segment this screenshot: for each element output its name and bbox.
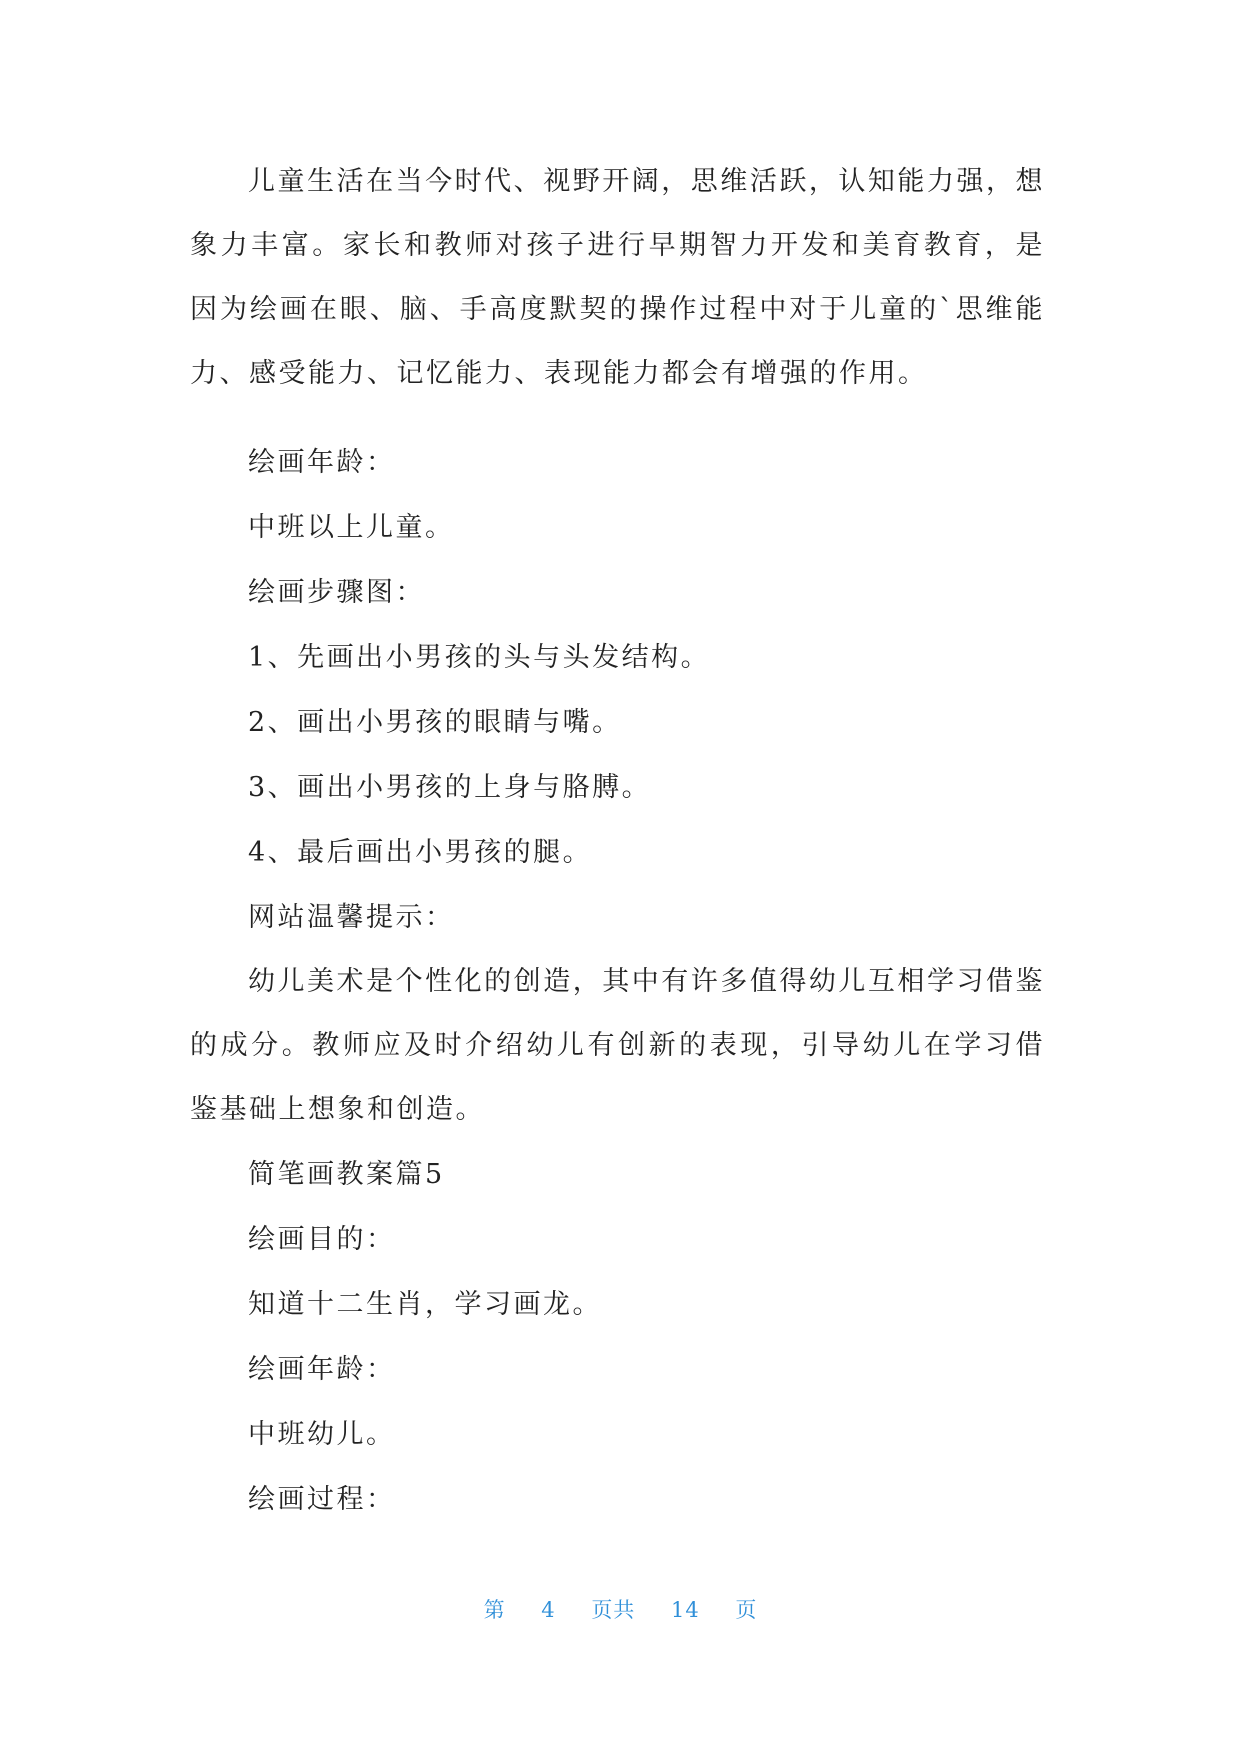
paragraph-age-heading-2: 绘画年龄： [248, 1354, 396, 1385]
document-body [190, 150, 1045, 1532]
paragraph-age-value-2: 中班幼儿。 [248, 1419, 396, 1450]
paragraph-step-3: 3、画出小男孩的上身与胳膊。 [248, 772, 652, 803]
paragraph-tip-body: 幼儿美术是个性化的创造，其中有许多值得幼儿互相学习借鉴的成分。教师应及时介绍幼儿有创新的表现，引导幼儿在学习借鉴基础上想象和创造。 [190, 966, 1045, 1125]
paragraph-age-value: 中班以上儿童。 [248, 512, 455, 543]
paragraph-age-heading: 绘画年龄： [248, 447, 396, 478]
paragraph-step-1: 1、先画出小男孩的头与头发结构。 [248, 642, 711, 673]
paragraph-step-4: 4、最后画出小男孩的腿。 [248, 837, 593, 868]
footer-suffix: 页 [735, 1598, 758, 1622]
paragraph-steps-heading: 绘画步骤图： [248, 577, 425, 608]
paragraph-purpose-value: 知道十二生肖，学习画龙。 [248, 1289, 602, 1320]
footer-total-pages: 14 [671, 1598, 700, 1622]
paragraph-tip-heading: 网站温馨提示： [248, 902, 455, 933]
footer-prefix: 第 [483, 1598, 506, 1622]
footer-page-number: 4 [541, 1598, 556, 1622]
paragraph-purpose-heading: 绘画目的： [248, 1224, 396, 1255]
page-footer [0, 1594, 1241, 1624]
paragraph-process-heading: 绘画过程： [248, 1484, 396, 1515]
paragraph-step-2: 2、画出小男孩的眼睛与嘴。 [248, 707, 622, 738]
paragraph-section-title: 简笔画教案篇5 [248, 1159, 445, 1190]
paragraph-intro: 儿童生活在当今时代、视野开阔，思维活跃，认知能力强，想象力丰富。家长和教师对孩子进行早期智力开发和美育教育，是因为绘画在眼、脑、手高度默契的操作过程中对于儿童的`思维能力、感受能力、记忆能力、表现能力都会有增强的作用。 [190, 166, 1045, 389]
footer-middle: 页共 [591, 1598, 636, 1622]
